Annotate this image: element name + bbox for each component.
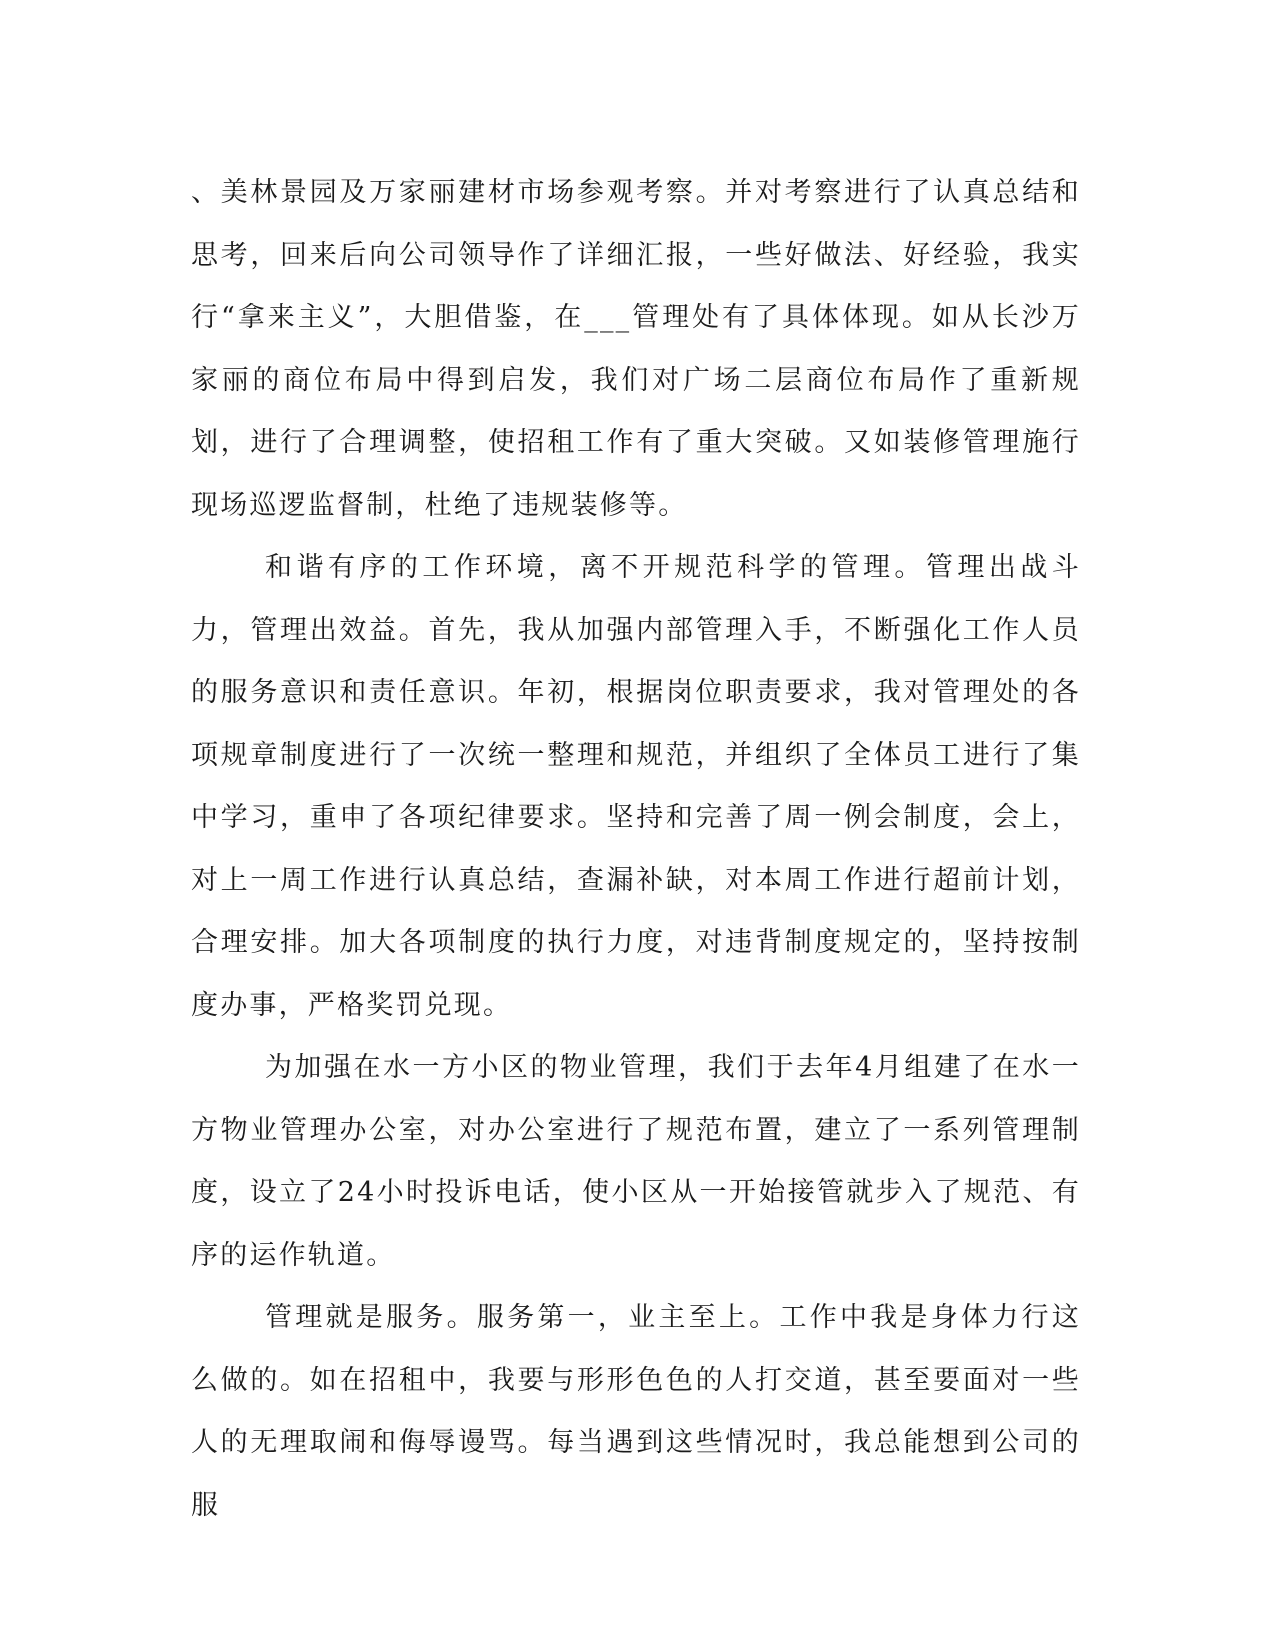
paragraph-4: 管理就是服务。服务第一，业主至上。工作中我是身体力行这么做的。如在招租中，我要与形形色色的人打交道，甚至要面对一些人的无理取闹和侮辱谩骂。每当遇到这些情况时，我总能想到公司的服: [191, 1302, 1081, 1521]
document-body: [191, 162, 1081, 1537]
paragraph-1: 、美林景园及万家丽建材市场参观考察。并对考察进行了认真总结和思考，回来后向公司领导作了详细汇报，一些好做法、好经验，我实行“拿来主义”，大胆借鉴，在___管理处有了具体体现。如从长沙万家丽的商位布局中得到启发，我们对广场二层商位布局作了重新规划，进行了合理调整，使招租工作有了重大突破。又如装修管理施行现场巡逻监督制，杜绝了违规装修等。: [191, 177, 1081, 521]
paragraph-2: 和谐有序的工作环境，离不开规范科学的管理。管理出战斗力，管理出效益。首先，我从加强内部管理入手，不断强化工作人员的服务意识和责任意识。年初，根据岗位职责要求，我对管理处的各项规章制度进行了一次统一整理和规范，并组织了全体员工进行了集中学习，重申了各项纪律要求。坚持和完善了周一例会制度，会上，对上一周工作进行认真总结，查漏补缺，对本周工作进行超前计划，合理安排。加大各项制度的执行力度，对违背制度规定的，坚持按制度办事，严格奖罚兑现。: [191, 552, 1081, 1021]
paragraph-3: 为加强在水一方小区的物业管理，我们于去年4月组建了在水一方物业管理办公室，对办公室进行了规范布置，建立了一系列管理制度，设立了24小时投诉电话，使小区从一开始接管就步入了规范、有序的运作轨道。: [191, 1052, 1081, 1271]
